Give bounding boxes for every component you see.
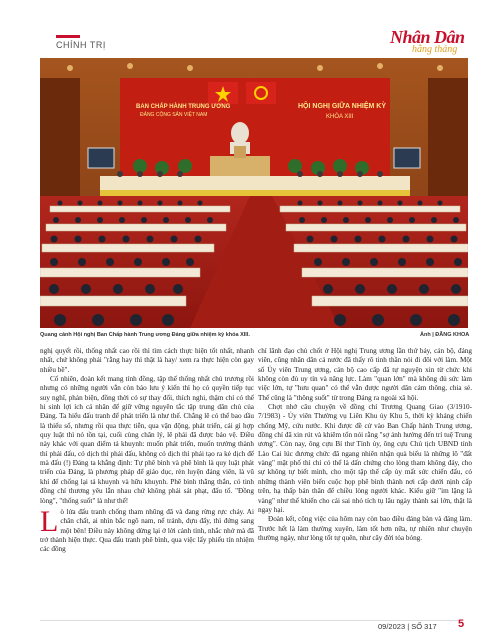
section-label: CHÍNH TRỊ xyxy=(56,40,106,50)
dropcap-letter: L xyxy=(40,504,59,538)
logo-main-text: Nhân Dân xyxy=(390,27,465,47)
page-number: 5 xyxy=(458,618,465,630)
publication-logo xyxy=(390,27,472,57)
paragraph: Chợt nhớ câu chuyện về đồng chí Trương Quang Giao (3/1910-7/1983) - Ủy viên Thường vụ Liên Khu ủy Khu 5, thời kỳ kháng chiến chống Mỹ, cứu nước. Khi được đề cử vào Ban Chấp hành Trung ương, đồng chí đã xin rút và khiêm tốn nói rằng "sợ ảnh hưởng đến trí tuệ Trung ương". Còn nay, ông cựu Bí thư Tỉnh ủy, ông cựu Chủ tịch UBND tỉnh Lào Cai lúc đương chức đã ngang nhiên nhận quà biếu là những lô "đất vàng" mặt phố thì chỉ có thể là dấn chứng cho lòng tham không đáy, cho sự không tự biết mình, cho một tập thể cấp ủy mất sức chiến đấu, có những thành viên biến cuộc họp phê bình thành nơi cấp dưới nịnh cấp trên, hạ thấp bản thân để chiều lòng người khác. Kiểu giữ "im lặng là vàng" như thế khiến cho cái sai nhỏ tích tụ lâu ngày thành sai lớn, thật là ngay hại. xyxy=(258,403,472,514)
article-column-right xyxy=(258,347,472,543)
conference-hall-illustration xyxy=(40,58,468,328)
article-column-left xyxy=(40,347,254,555)
banner-right-line1: HỘI NGHỊ GIỮA NHIỆM KỲ xyxy=(298,103,386,110)
paragraph: Cố nhiên, đoàn kết mang tính đồng, tập thể thống nhất chủ trương rồi nhưng có những người vẫn còn bảo lưu ý kiến thì họ có quyền tiếp tục suy nghĩ, phản biện, đồng thời có sự thay đổi, thích nghi, thậm chí có thể hi sinh lợi ích cá nhân để giữ vững nguyên tắc tập trung dân chủ của Đảng. Ta hiểu đấu tranh để phát triển là như thế. Chẳng lẽ có thể bao dầu là thiếu số, nhưng rồi qua thực tiễn, qua vận động, phát triển, cái gì hợp quy luật thì nó tồn tại, cuối cùng chân lý, lẽ phải đã được bảo vệ. Điều này khác với quan điểm tả khuynh: muốn phát triển, muốn trưởng thành thì phải đấu, có dịch thì phải đấu, không có dịch thì phải tạo ra kẻ dịch để mà đấu (!) Đảng ta khẳng định: Tự phê bình và phê bình là quy luật phát triển của Đảng, là phương pháp để giáo dục, rèn luyện đảng viên, là vũ khí để chống lại tả khuynh và hữu khuynh. Phê bình thẳng thắn, có tinh đồng chí thương yêu lẫn nhau chứ không phải sát phạt, đấu tố. "Đồng lòng", "thống suốt" là như thế! xyxy=(40,375,254,505)
paragraph: nghị quyết rồi, thống nhất cao rồi thì tìm cách thực hiện tốt nhất, nhanh nhất, chứ không phải "rằng hay thì thật là hay/ xem ra thực hiện còn gay nhiều bề". xyxy=(40,347,254,374)
banner-left-line2: ĐẢNG CỘNG SẢN VIỆT NAM xyxy=(140,112,208,118)
paragraph-text: ò lửa đấu tranh chống tham nhũng đã và đang rừng rực cháy. Ai chân chất, ai nhìn bắc ngõ nam, nể tránh, dựu đẩy, thì đứng sang một bên! Điều này không dừng lại ở lời cảnh tỉnh, nhắc nhở mà đã trở thành hiện thực. Qua đấu tranh phê bình, qua việc lấy phiếu tín nhiệm các đồng xyxy=(40,507,254,554)
conference-photo xyxy=(40,58,468,328)
photo-caption: Quang cảnh Hội nghị Ban Chấp hành Trung ương Đảng giữa nhiệm kỳ khóa XIII. xyxy=(40,332,250,338)
banner-left-line1: BAN CHẤP HÀNH TRUNG ƯƠNG xyxy=(136,104,231,110)
page-header xyxy=(0,0,500,58)
issue-label: 09/2023 | SỐ 317 xyxy=(378,622,437,631)
section-accent-bar xyxy=(56,35,80,38)
paragraph-with-dropcap xyxy=(40,504,254,555)
banner-right-line2: KHÓA XIII xyxy=(326,114,354,120)
paragraph: chí lãnh đạo chủ chốt ở Hội nghị Trung ương lần thứ bảy, cán bộ, đảng viên, cũng nhân dân cả nước đã thấy rõ tinh thần nói đi đôi với làm. Một số Ủy viên Trung ương, cán bộ cao cấp đã tự nguyện xin từ chức khi không còn đủ uy tín và năng lực. Làm "quan lớn" mà không đủ sức làm việc lớn, tự "hưu quan" có thể vẫn được người dân cảm thông, chia sẻ. Thế cũng là "thông suốt" từ trong Đảng ra ngoài xã hội. xyxy=(258,347,472,402)
footer-divider xyxy=(40,620,460,621)
logo-sub-text: hằng tháng xyxy=(412,44,458,55)
photo-credit: Ảnh | ĐĂNG KHOA xyxy=(420,332,470,338)
paragraph: Đoàn kết, công việc của hôm nay còn bao điều đáng bàn và đáng làm. Trước hết là làm thường xuyên, làm tốt hơn nữa, tự nhiên như chuyện thường ngày, như lòng tốt tự quên, như cây đời tỏa bóng. xyxy=(258,515,472,542)
